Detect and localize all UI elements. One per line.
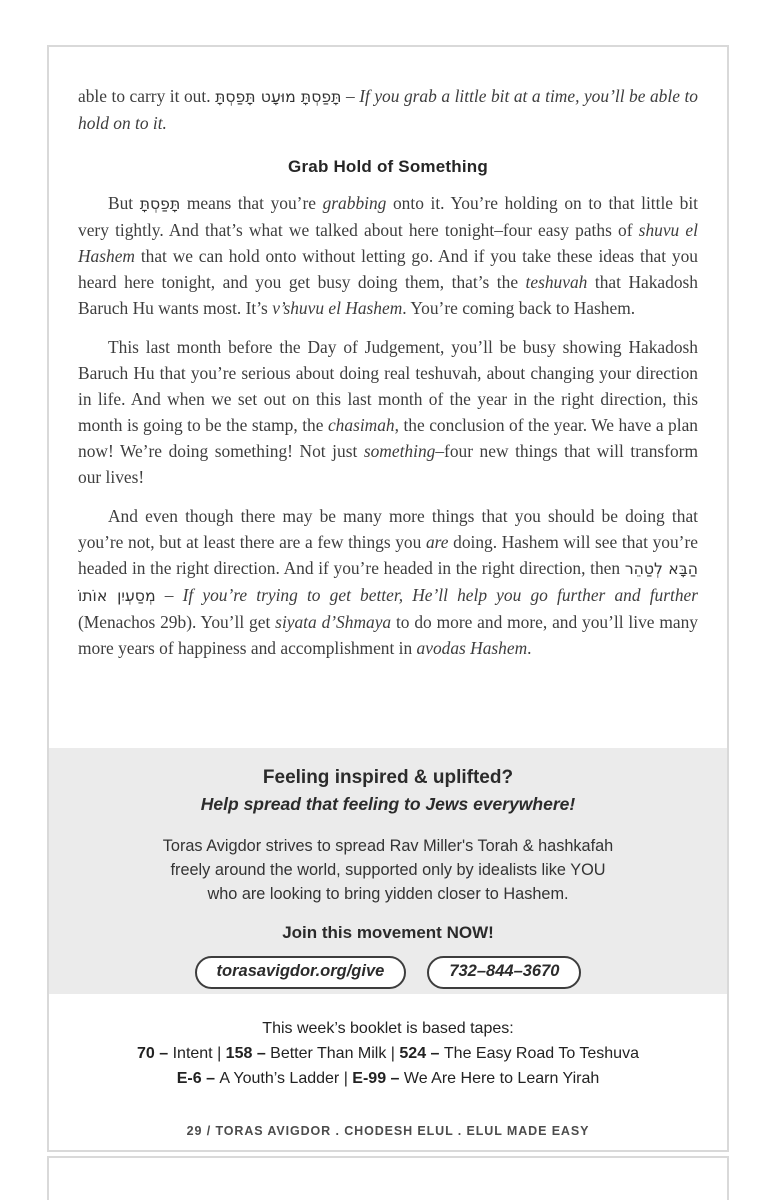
article-paragraph-intro: able to carry it out. תָּפַסְתָּ מוּעָט תָּפַסְתָּ – If you grab a little bit at a time, you’ll be able to hold on to it. [78, 86, 698, 133]
donation-description-line: who are looking to bring yidden closer to Hashem. [207, 885, 569, 903]
tapes-line: 70 – Intent | 158 – Better Than Milk | 524 – The Easy Road To Teshuva [137, 1045, 639, 1062]
donation-cta: Join this movement NOW! [282, 923, 494, 942]
booklet-page [47, 45, 729, 1152]
article-body [49, 47, 727, 747]
donate-phone-button[interactable]: 732–844–3670 [427, 956, 581, 989]
donation-subtitle: Help spread that feeling to Jews everywhere! [200, 794, 576, 814]
donation-title: Feeling inspired & uplifted? [262, 767, 514, 788]
tapes-intro: This week’s booklet is based tapes: [262, 1020, 514, 1037]
article-paragraph: This last month before the Day of Judgement, you’ll be busy showing Hakadosh Baruch Hu that you’re serious about doing real teshuvah, about changing your direction in life. And when we set out on this last month of the year in the right direction, this month is going to be the stamp, the chasimah, the conclusion of the year. We have a plan now! We’re doing something! Not just something–four new things that will transform our lives! [78, 337, 698, 487]
section-heading: Grab Hold of Something [288, 157, 488, 176]
article-paragraph: And even though there may be many more things that you should be doing that you’re not, but at least there are a few things you are doing. Hashem will see that you’re headed in the right direction. And if you’re headed in the right direction, then הַבָּא לְטַהֵר מְסַעְיִן אוֹתוֹ – If you’re trying to get better, He’ll help you go further and further (Menachos 29b). You’ll get siyata d’Shmaya to do more and more, and you’ll live many more years of happiness and accomplishment in avodas Hashem. [78, 506, 699, 658]
donate-url-button[interactable]: torasavigdor.org/give [195, 956, 407, 989]
article-paragraph: But תָּפַסְתָּ means that you’re grabbing onto it. You’re holding on to that little bit very tightly. And that’s what we talked about here tonight–four easy paths of shuvu el Hashem that we can hold onto without letting go. And if you take these ideas that you heard here tonight, and you get busy doing them, that’s the teshuvah that Hakadosh Baruch Hu wants most. It’s v’shuvu el Hashem. You’re coming back to Hashem. [78, 193, 698, 318]
tapes-list [49, 1016, 727, 1091]
donation-description-line: freely around the world, supported only by idealists like YOU [170, 861, 606, 879]
page-footer: 29 / TORAS AVIGDOR . CHODESH ELUL . ELUL MADE EASY [186, 1124, 590, 1138]
donation-buttons-row [49, 956, 727, 989]
donation-description-line: Toras Avigdor strives to spread Rav Miller's Torah & hashkafah [162, 837, 614, 855]
donation-callout-box [49, 748, 727, 994]
tapes-line: E-6 – A Youth’s Ladder | E-99 – We Are Here to Learn Yirah [176, 1070, 600, 1087]
next-booklet-page [47, 1156, 729, 1200]
donation-description [49, 834, 727, 906]
